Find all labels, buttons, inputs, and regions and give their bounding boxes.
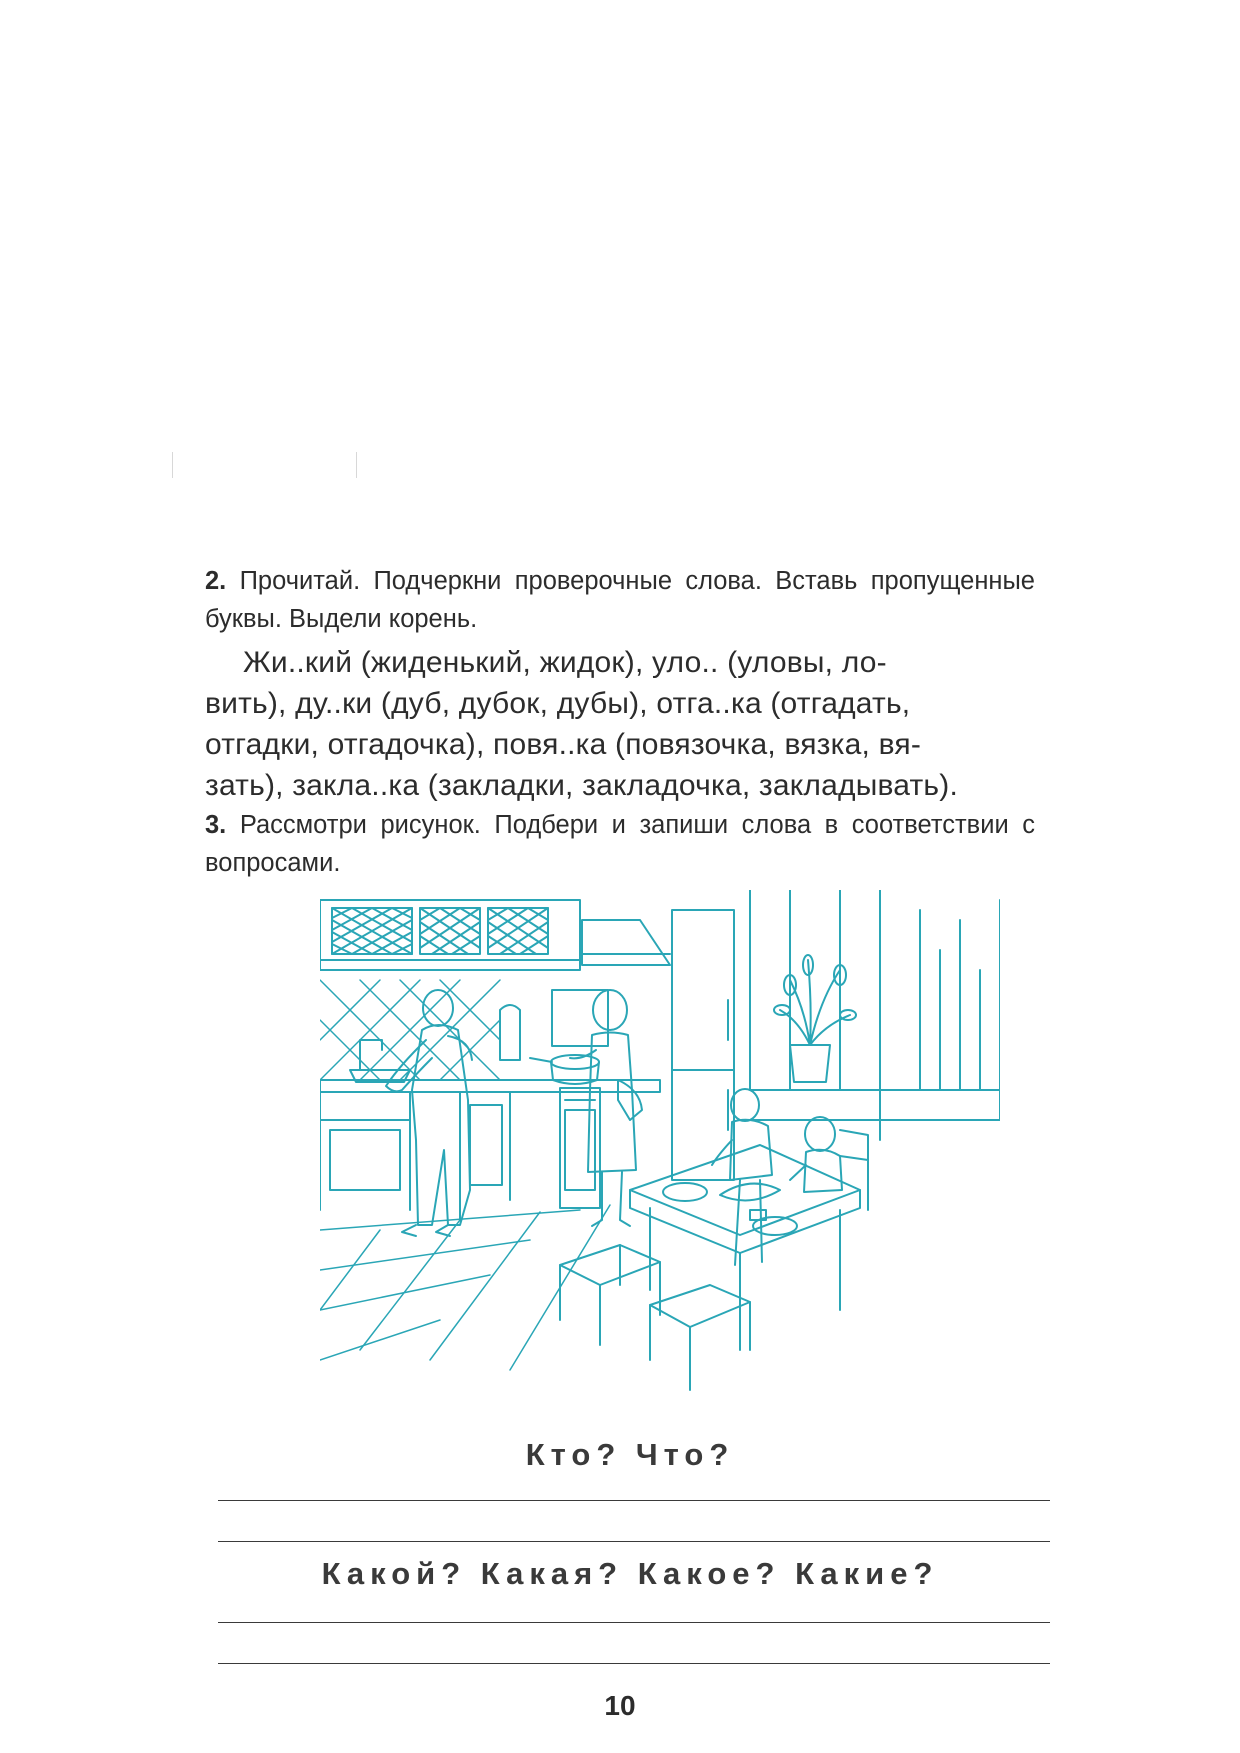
exercise-line: зать), закла..ка (закладки, закладочка, закладывать).: [205, 769, 958, 802]
backsplash: [320, 980, 500, 1080]
floor: [320, 1205, 610, 1370]
task-2-exercise: [205, 642, 1035, 806]
refrigerator: [672, 910, 734, 1180]
task-2-number: 2.: [205, 567, 227, 595]
task-3: [205, 806, 1035, 882]
kitchen-illustration: [320, 890, 1000, 1400]
scan-mark: [172, 452, 173, 478]
task-2-instruction: [205, 562, 1035, 638]
cutting-board: [500, 1005, 520, 1060]
question-heading-who-what: Кто? Что?: [525, 1437, 735, 1472]
question-heading-which: Какой? Какая? Какое? Какие?: [321, 1556, 939, 1591]
task-3-instruction: [205, 806, 1035, 882]
table: [630, 1145, 860, 1350]
wall-panel: [552, 990, 608, 1046]
upper-cabinets: [320, 900, 580, 970]
stools: [560, 1245, 750, 1390]
answer-line[interactable]: [218, 1541, 1050, 1542]
page-number: 10: [604, 1690, 636, 1721]
exercise-line: вить), ду..ки (дуб, дубок, дубы), отга..ка (отгадать,: [205, 687, 911, 720]
answer-line[interactable]: [218, 1622, 1050, 1623]
task-3-instruction-text: Рассмотри рисунок. Подбери и запиши слова в соответствии с вопросами.: [205, 811, 1035, 877]
task-2: [205, 562, 1035, 638]
exercise-line: отгадки, отгадочка), повя..ка (повязочка, вязка, вя-: [205, 728, 922, 761]
task-3-number: 3.: [205, 811, 227, 839]
counter: [320, 1080, 660, 1220]
girl-figure: [712, 1089, 772, 1265]
scan-mark: [356, 452, 357, 478]
range-hood: [582, 920, 670, 965]
task-2-instruction-text: Прочитай. Подчеркни проверочные слова. Вставь пропущенные буквы. Выдели корень.: [205, 567, 1035, 633]
answer-line[interactable]: [218, 1500, 1050, 1501]
plant: [774, 955, 856, 1082]
answer-line[interactable]: [218, 1663, 1050, 1664]
exercise-line: Жи..кий (жиденький, жидок), уло.. (уловы, ло-: [243, 646, 887, 679]
